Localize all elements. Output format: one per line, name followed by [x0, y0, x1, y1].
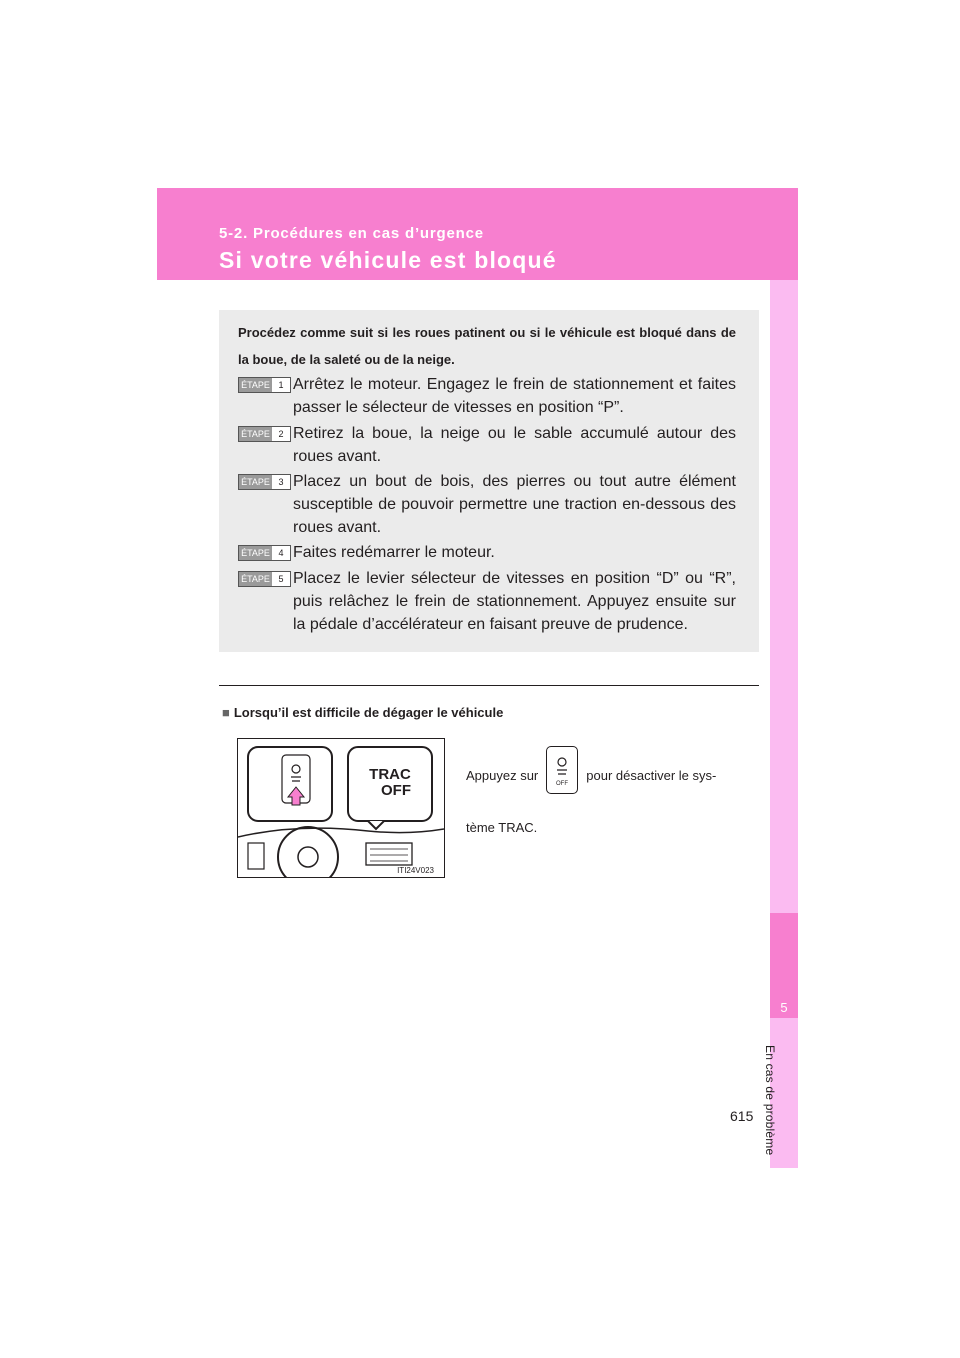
instruction-before: Appuyez sur: [466, 768, 539, 783]
step-text: Retirez la boue, la neige ou le sable accumulé autour des roues avant.: [293, 425, 736, 465]
step-badge-label: ÉTAPE: [239, 427, 272, 441]
page-number: 615: [730, 1108, 754, 1124]
step-badge: [238, 571, 291, 587]
step-badge: [238, 545, 291, 561]
instruction-after: pour désactiver le sys-: [586, 768, 717, 783]
trac-off-button-icon: [546, 746, 578, 794]
step-badge-label: ÉTAPE: [239, 572, 272, 586]
steering-wheel-icon: [278, 827, 338, 877]
step-badge-number: 3: [278, 477, 284, 487]
step-text: Arrêtez le moteur. Engagez le frein de stationnement et faites passer le sélecteur de vitesses en position “P”.: [293, 376, 736, 416]
chapter-number: 5: [780, 1000, 788, 1015]
callout-text-trac: TRAC: [369, 766, 411, 783]
step-badge: [238, 474, 291, 490]
page-title: Si votre véhicule est bloqué: [219, 247, 557, 273]
subsection-heading: [222, 705, 503, 720]
button-icon-label: OFF: [556, 780, 569, 787]
section-divider: [219, 685, 759, 686]
step-text: Faites redémarrer le moteur.: [293, 544, 495, 561]
subsection-title: Lorsqu’il est difficile de dégager le véhicule: [233, 705, 504, 720]
instruction-text: [466, 750, 746, 854]
step-text: Placez le levier sélecteur de vitesses en position “D” ou “R”, puis relâchez le frein de stationnement. Appuyez ensuite sur la pédale d’accélérateur en faisant preuve de prudence.: [293, 570, 736, 633]
bullet-square-icon: ■: [222, 705, 230, 720]
step-badge-label: ÉTAPE: [239, 546, 272, 560]
instruction-line2: tème TRAC.: [466, 820, 538, 835]
procedure-intro: Procédez comme suit si les roues patinent ou si le véhicule est bloqué dans de la boue, de la saleté ou de la neige.: [238, 325, 736, 367]
section-label: 5-2. Procédures en cas d’urgence: [219, 225, 484, 242]
step-text: Placez un bout de bois, des pierres ou tout autre élément susceptible de pouvoir permettre une traction en-dessous des roues avant.: [293, 473, 736, 536]
step-badge-number: 1: [278, 380, 284, 390]
step-badge: [238, 377, 291, 393]
chapter-side-tab: [770, 280, 798, 1168]
step-badge: [238, 426, 291, 442]
step-badge-number: 5: [278, 574, 284, 584]
dashboard-drawing: [238, 739, 444, 877]
dashboard-illustration: [237, 738, 445, 878]
callout-text-off: OFF: [381, 782, 411, 799]
step-badge-label: ÉTAPE: [239, 475, 272, 489]
step-badge-label: ÉTAPE: [239, 378, 272, 392]
step-badge-number: 2: [278, 429, 284, 439]
chapter-title: En cas de problème: [763, 1045, 777, 1156]
center-console-icon: [366, 843, 412, 865]
illustration-code: ITI24V023: [397, 866, 434, 875]
step-badge-number: 4: [278, 548, 284, 558]
